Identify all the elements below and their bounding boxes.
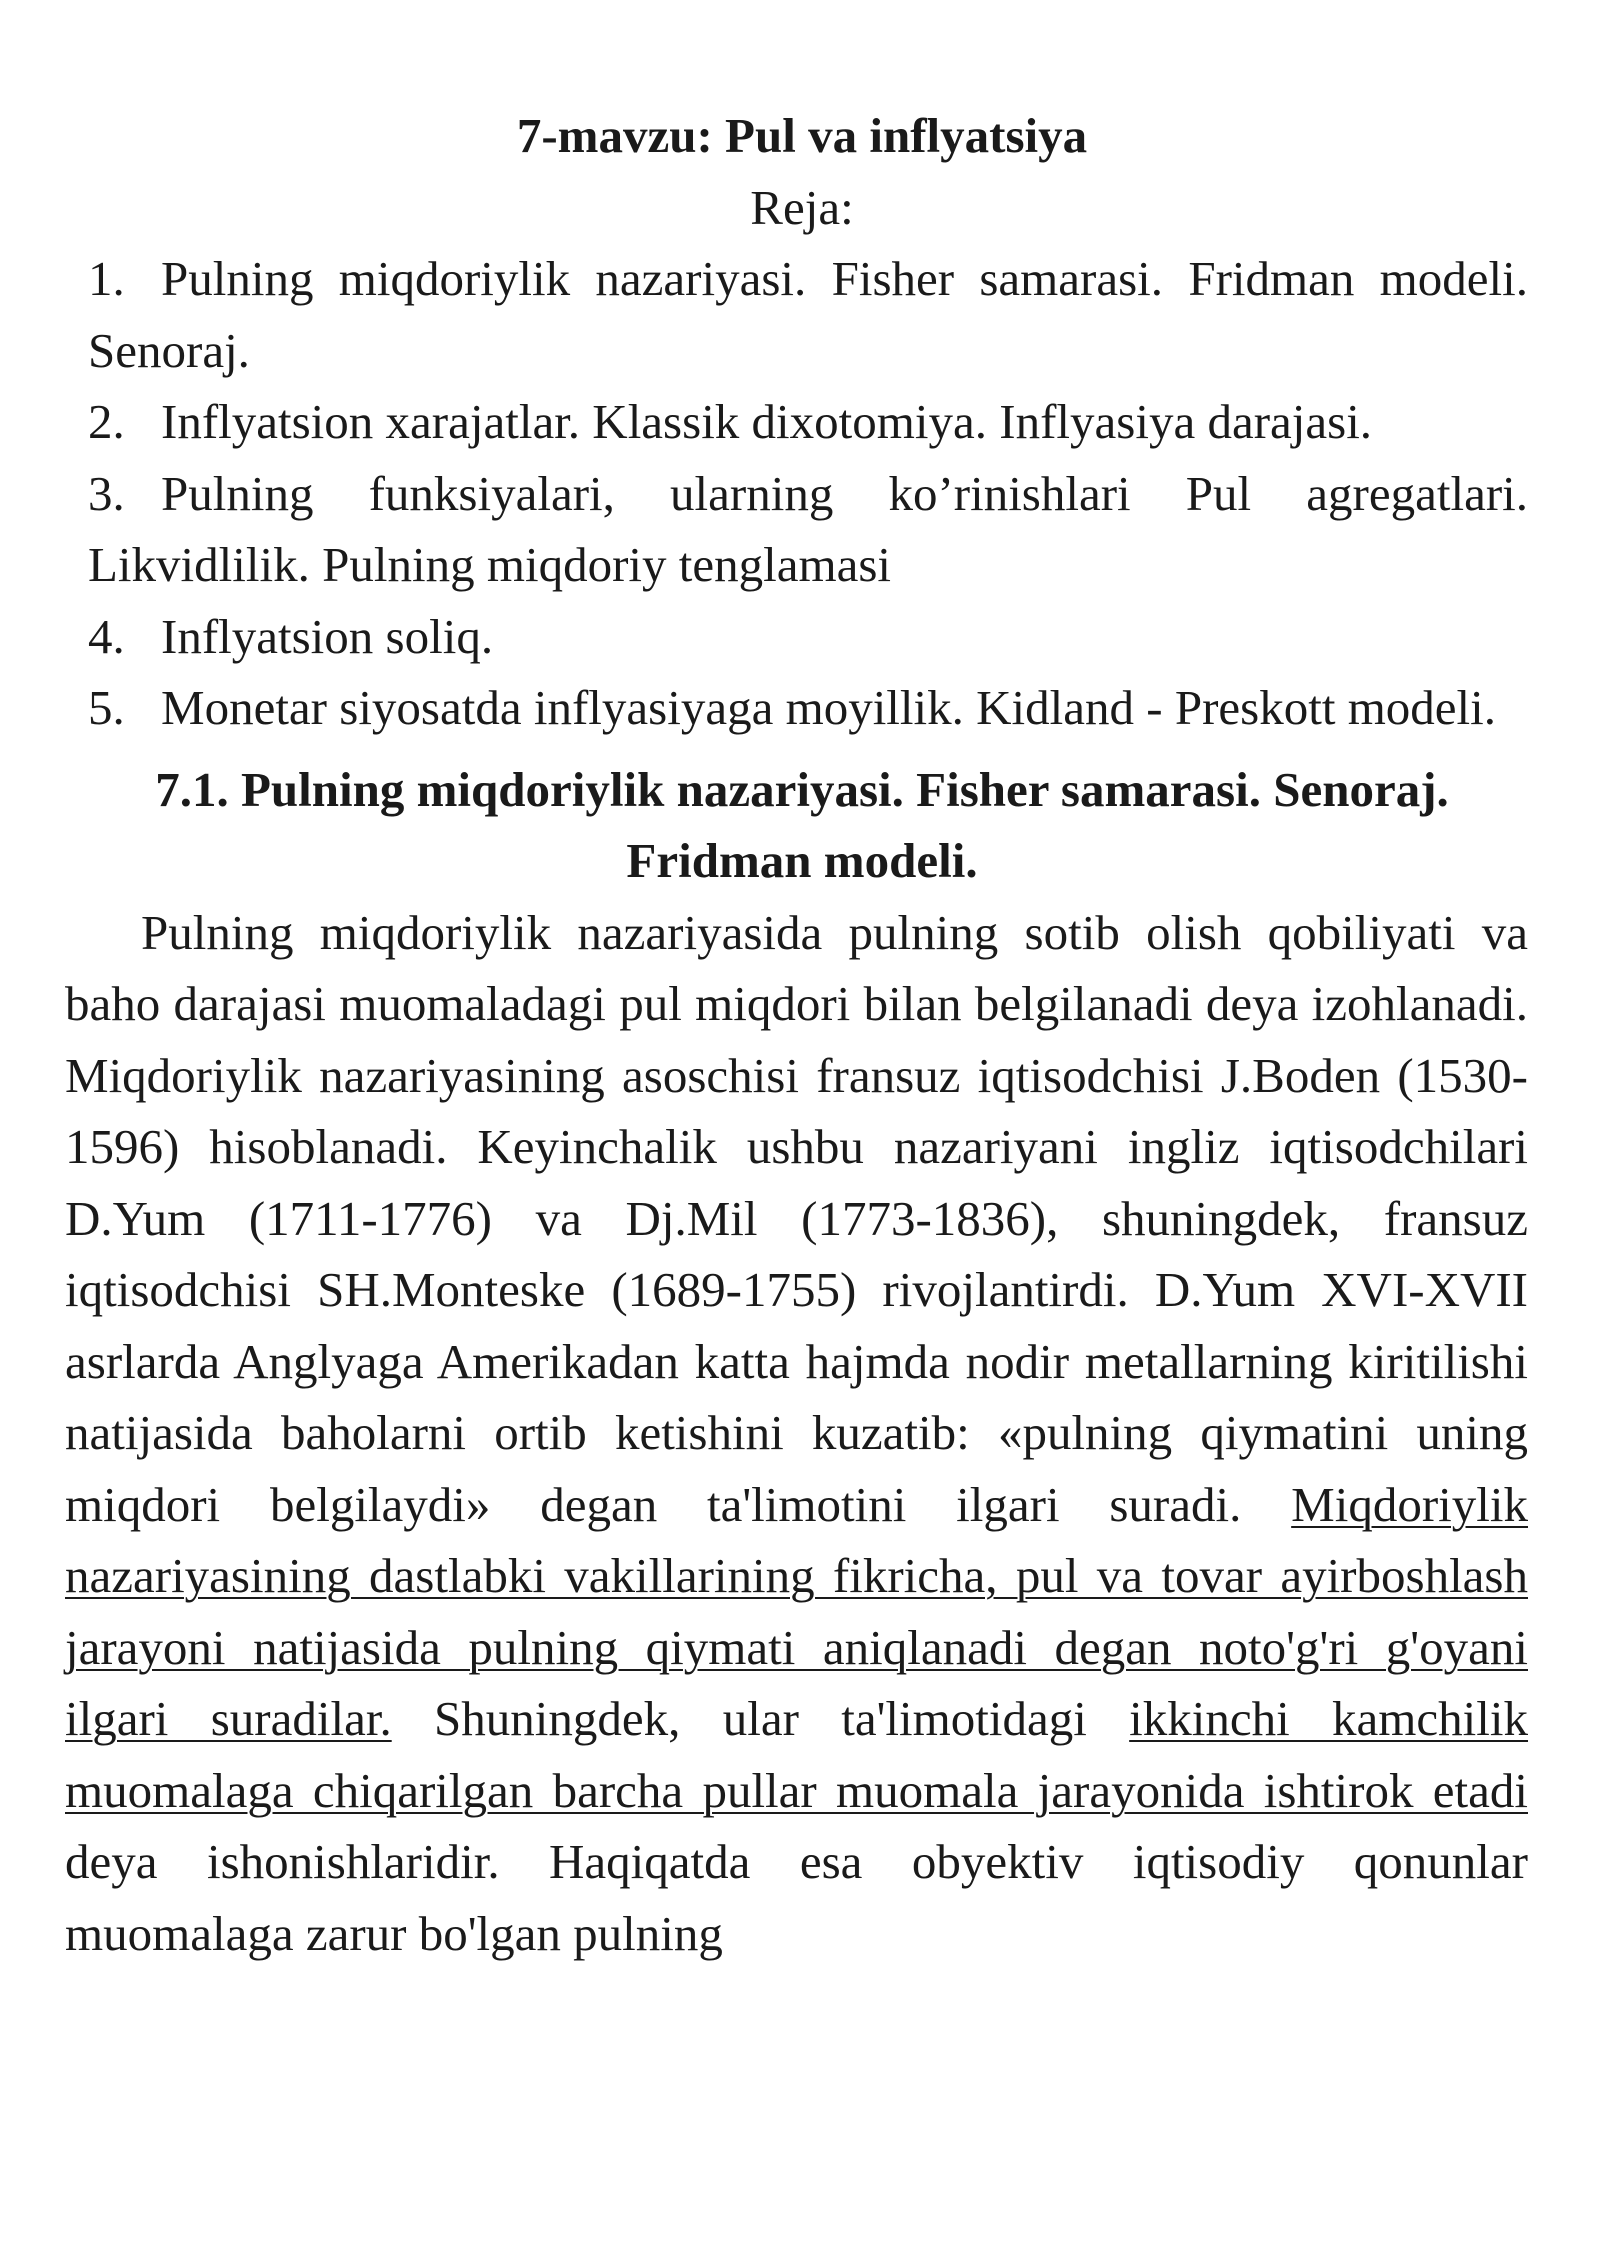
paragraph-text: Pulning miqdoriylik nazariyasida pulning sotib olish qobiliyati va baho darajasi muomaladagi pul miqdori bilan belgilanadi deya izohlanadi. Miqdoriylik nazariyasining asoschisi fransuz iqtisodchisi J.Boden (1530-1596) hisoblanadi. Keyinchalik ushbu nazariyani ingliz iqtisodchilari D.Yum (1711-1776) va Dj.Mil (1773-1836), shuningdek, fransuz iqtisodchisi SH.Monteske (1689-1755) rivojlantirdi. D.Yum XVI-XVII asrlarda Anglyaga Amerikadan katta hajmda nodir metallarning kiritilishi natijasida baholarni ortib ketishini kuzatib: «pulning qiymatini uning miqdori belgilaydi» degan ta'limotini ilgari suradi.	[65, 904, 1528, 1532]
plan-item-text: Inflyatsion soliq.	[161, 608, 494, 664]
document-page	[65, 100, 1529, 1969]
section-heading: 7.1. Pulning miqdoriylik nazariyasi. Fisher samarasi. Senoraj. Fridman modeli.	[155, 761, 1449, 888]
plan-list	[76, 243, 1528, 744]
paragraph-text: deya ishonishlaridir. Haqiqatda esa obyektiv iqtisodiy qonunlar muomalaga zarur bo'lgan pulning	[65, 1834, 1528, 1961]
plan-item-4	[76, 601, 1528, 673]
plan-item-text: Inflyatsion xarajatlar. Klassik dixotomiya. Inflyasiya darajasi.	[161, 394, 1373, 449]
page-title: 7-mavzu: Pul va inflyatsiya	[516, 108, 1088, 163]
underlined-text: ikkinchi kamchilik muomalaga chiqarilgan barcha pullar muomala jarayonida ishtirok etadi	[65, 1691, 1529, 1818]
plan-item-number: 5.	[88, 680, 125, 735]
body-paragraph	[65, 897, 1528, 1970]
plan-label: Reja:	[750, 179, 854, 235]
plan-item-number: 2.	[88, 394, 125, 449]
plan-item-text: Pulning funksiyalari, ularning ko’rinishlari Pul agregatlari. Likvidlilik. Pulning miqdoriy tenglamasi	[88, 465, 1528, 592]
plan-item-text: Pulning miqdoriylik nazariyasi. Fisher samarasi. Fridman modeli. Senoraj.	[88, 251, 1528, 378]
paragraph-text: Shuningdek, ular ta'limotidagi	[434, 1691, 1087, 1746]
plan-item-1	[76, 243, 1528, 386]
body-text	[65, 897, 1528, 1970]
underlined-text: Miqdoriylik nazariyasining dastlabki vakillarining fikricha, pul va tovar ayirboshlash jarayoni natijasida pulning qiymati aniqlanadi degan noto'g'ri g'oyani ilgari suradilar.	[65, 1476, 1528, 1746]
plan-item-2	[76, 386, 1528, 458]
plan-item-number: 3.	[88, 465, 125, 521]
plan-item-text: Monetar siyosatda inflyasiyaga moyillik. Kidland - Preskott modeli.	[161, 680, 1497, 735]
plan-item-number: 4.	[88, 608, 125, 664]
plan-item-5	[76, 672, 1528, 744]
plan-item-number: 1.	[88, 251, 125, 306]
plan-item-3	[76, 458, 1528, 601]
